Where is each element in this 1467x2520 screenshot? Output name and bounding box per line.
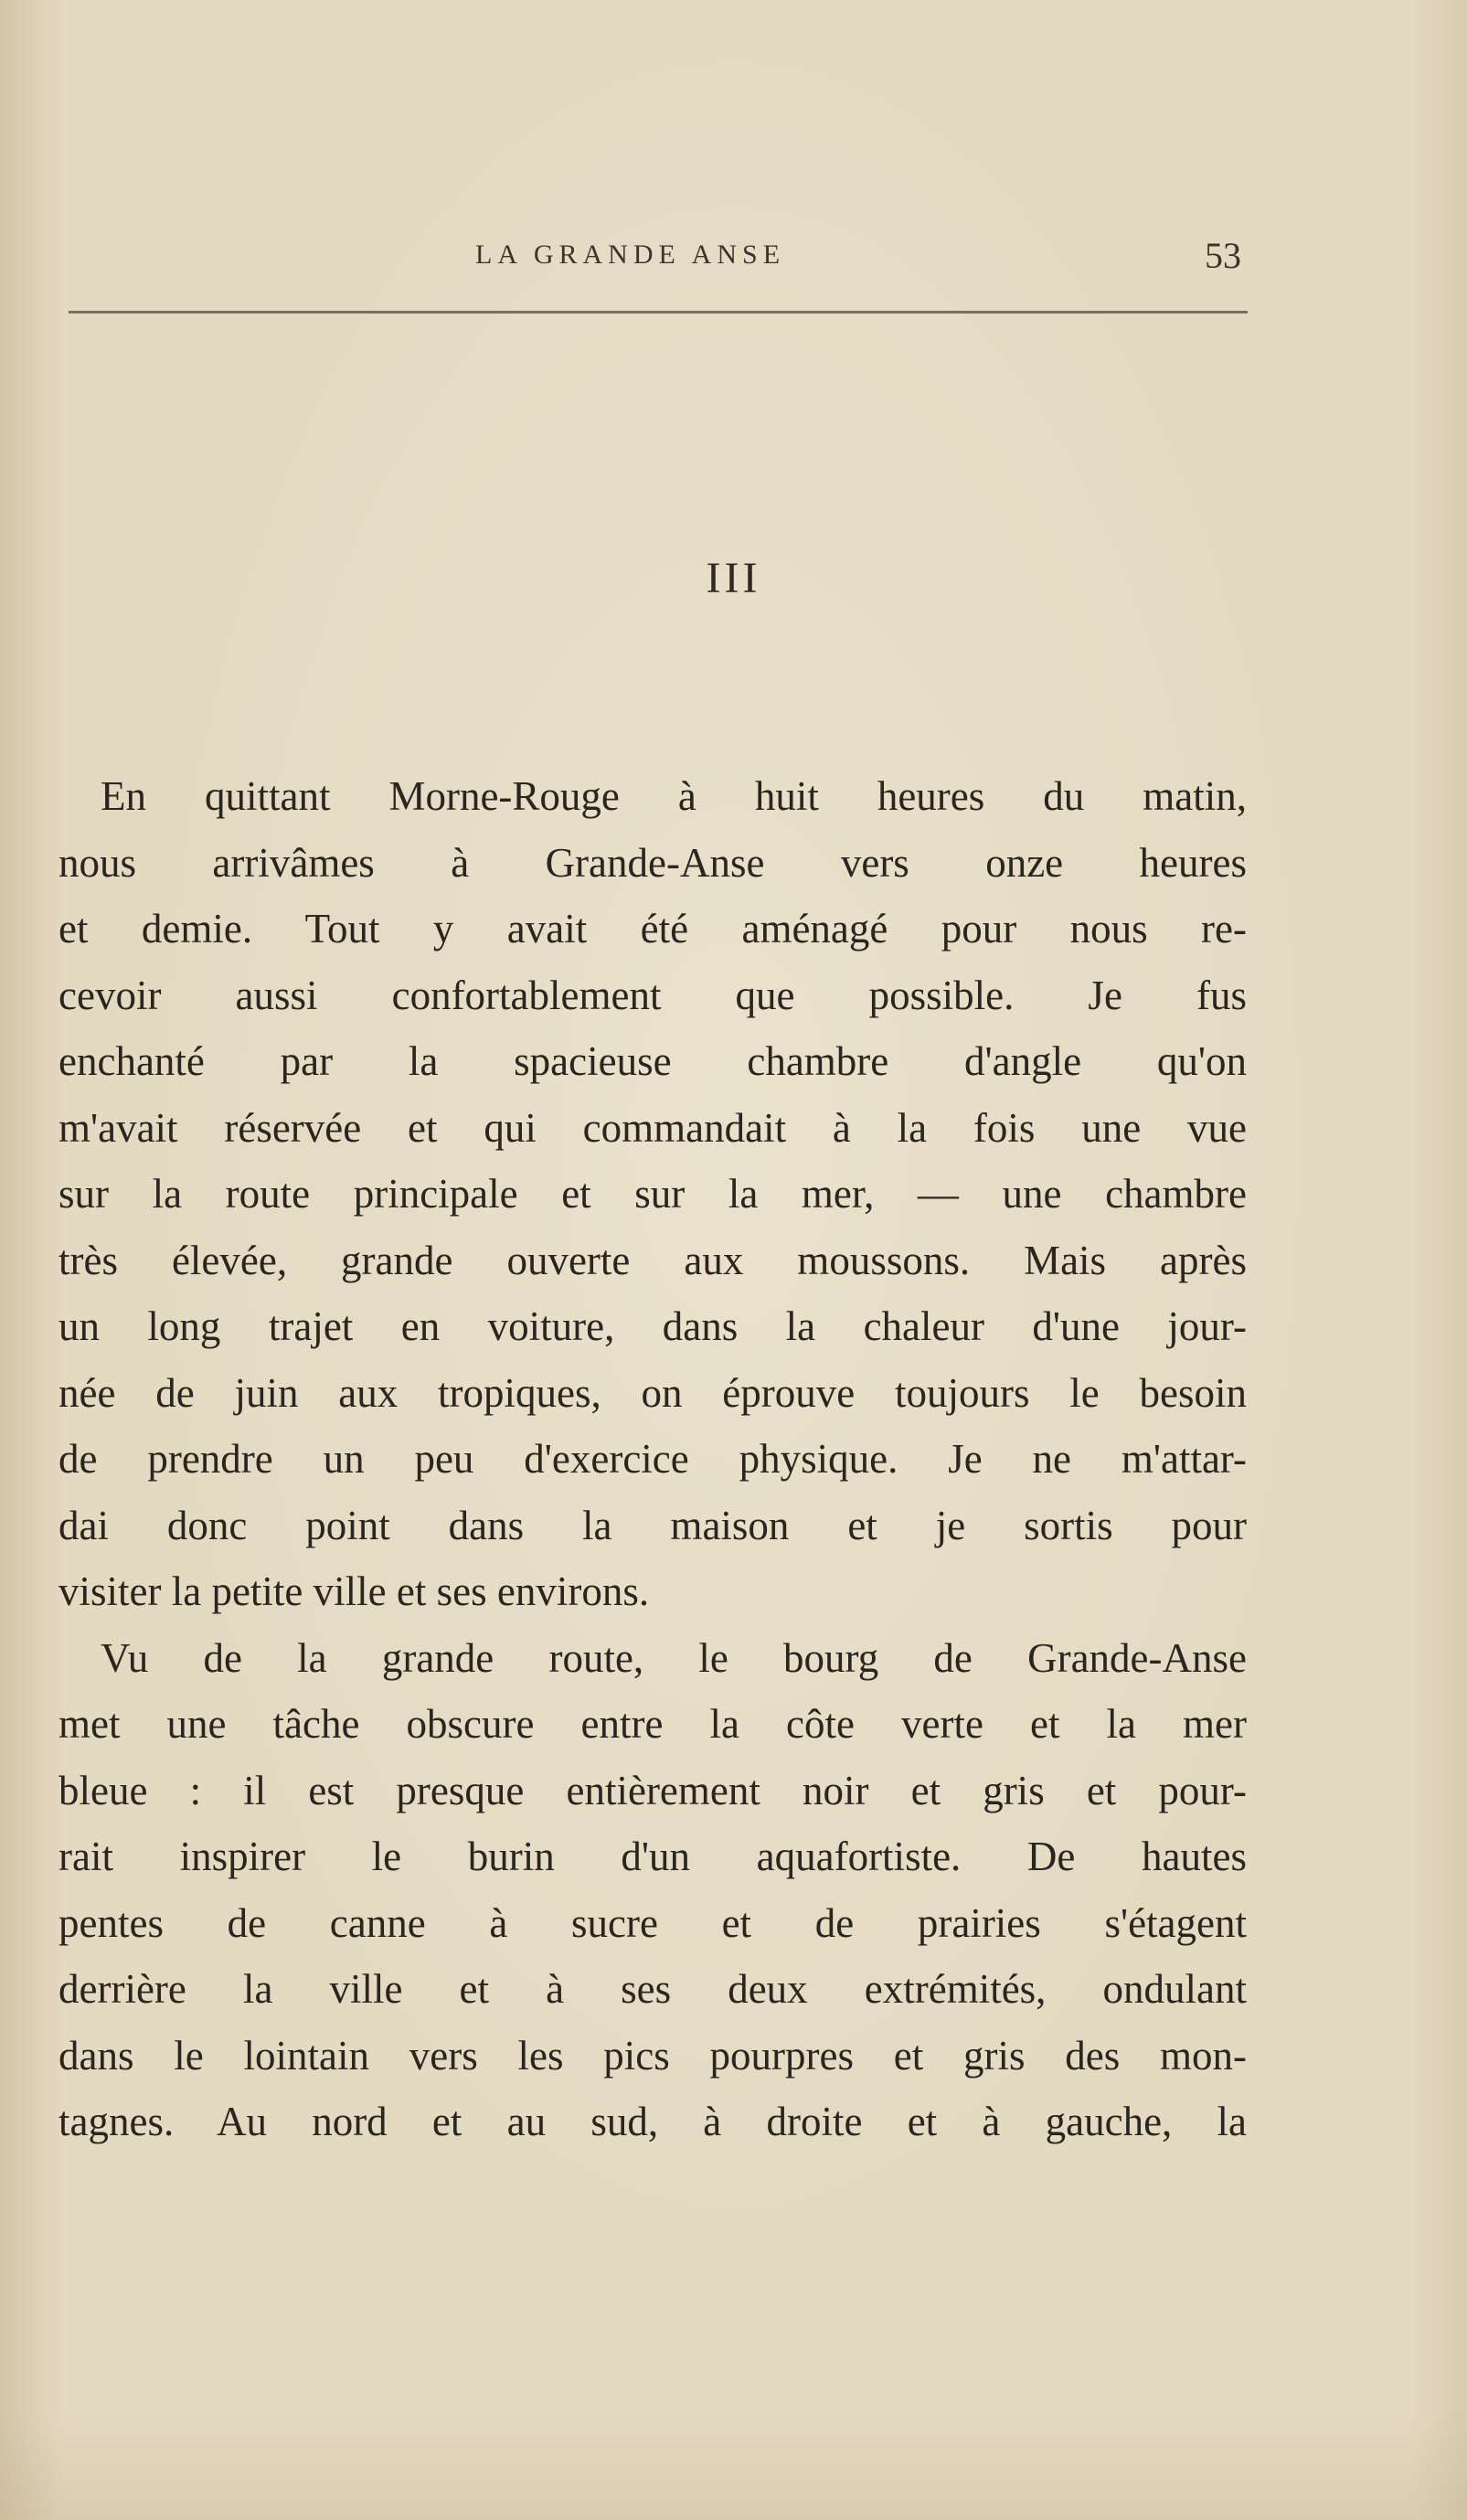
text-line: née de juin aux tropiques, on éprouve toujours le besoin <box>58 1369 1247 1416</box>
running-title: LA GRANDE ANSE <box>475 239 786 270</box>
text-line: dai donc point dans la maison et je sortis pour <box>58 1502 1247 1548</box>
text-line: tagnes. Au nord et au sud, à droite et à gauche, la <box>58 2099 1247 2144</box>
text-line: derrière la ville et à ses deux extrémités, ondulant <box>58 1966 1247 2012</box>
text-line: En quittant Morne-Rouge à huit heures du matin, <box>101 773 1247 819</box>
body-text <box>58 763 1247 2155</box>
text-line: dans le lointain vers les pics pourpres et gris des mon- <box>58 2032 1247 2079</box>
text-line: cevoir aussi confortablement que possible. Je fus <box>58 972 1247 1018</box>
text-line: bleue : il est presque entièrement noir et gris et pour- <box>58 1767 1247 1813</box>
page-number: 53 <box>1205 235 1241 276</box>
header-rule <box>69 311 1248 314</box>
chapter-number: III <box>706 554 761 602</box>
text-line: sur la route principale et sur la mer, — une chambre <box>58 1171 1247 1217</box>
text-line: de prendre un peu d'exercice physique. Je ne m'attar- <box>58 1436 1247 1482</box>
text-line: visiter la petite ville et ses environs. <box>58 1568 650 1614</box>
text-line: met une tâche obscure entre la côte verte et la mer <box>58 1701 1247 1747</box>
text-line: pentes de canne à sucre et de prairies s'étagent <box>58 1899 1247 1946</box>
text-line: m'avait réservée et qui commandait à la fois une vue <box>58 1104 1247 1151</box>
text-line: rait inspirer le burin d'un aquafortiste. De hautes <box>58 1834 1247 1879</box>
text-line: enchanté par la spacieuse chambre d'angle qu'on <box>58 1038 1247 1084</box>
text-line: très élevée, grande ouverte aux moussons. Mais après <box>58 1237 1247 1283</box>
running-head <box>0 235 1467 285</box>
text-line: un long trajet en voiture, dans la chaleur d'une jour- <box>58 1303 1247 1349</box>
text-line: nous arrivâmes à Grande-Anse vers onze heures <box>58 839 1247 886</box>
text-line: et demie. Tout y avait été aménagé pour nous re- <box>58 906 1247 952</box>
text-line: Vu de la grande route, le bourg de Grande-Anse <box>101 1634 1247 1681</box>
